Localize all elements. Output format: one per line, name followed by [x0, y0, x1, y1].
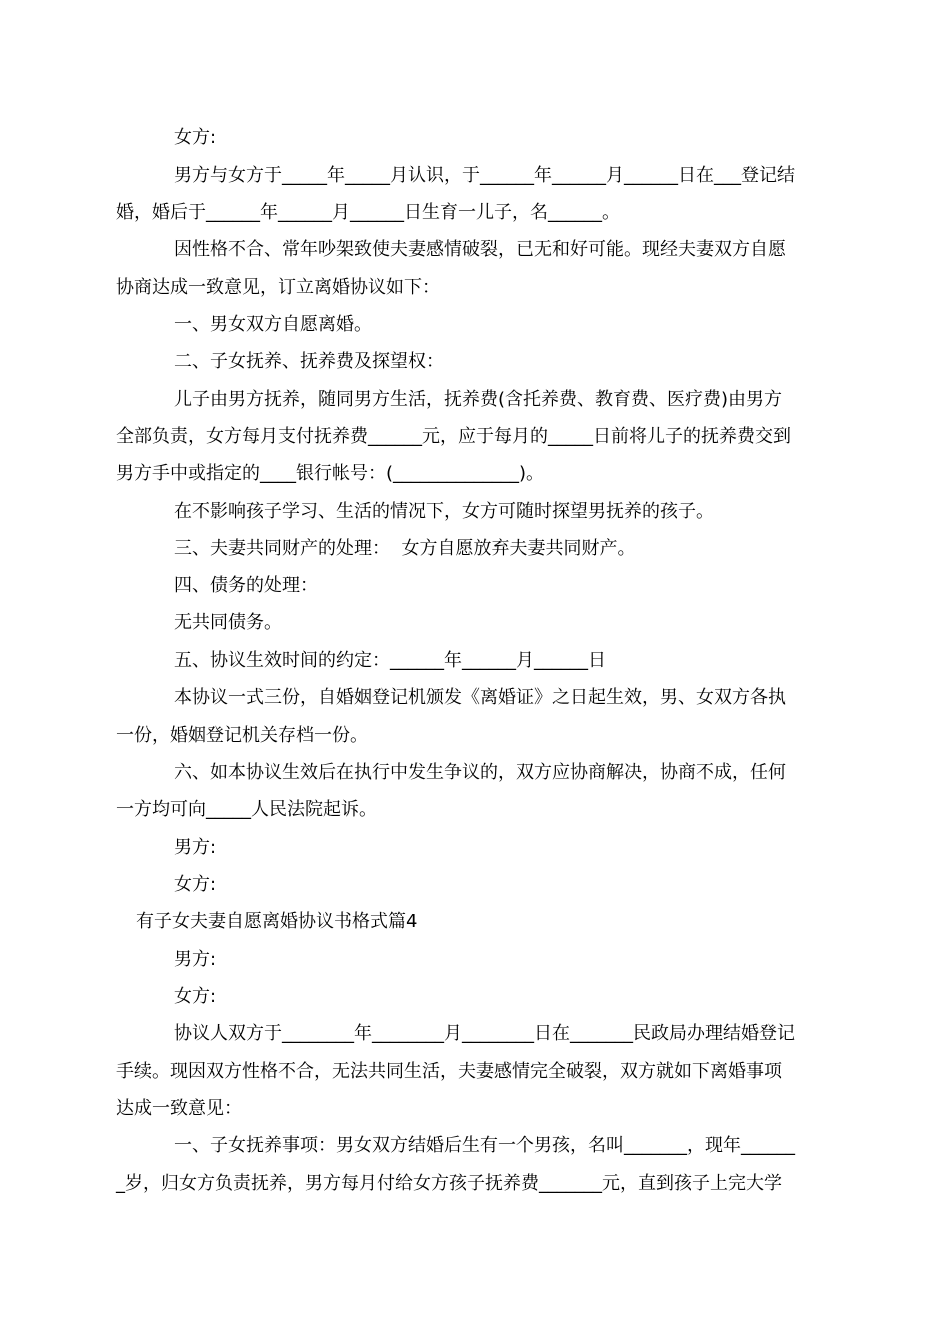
text-line: 男方:	[174, 949, 217, 970]
text-line: 儿子由男方抚养，随同男方生活，抚养费(含托养费、教育费、医疗费)由男方	[174, 389, 783, 410]
text-line: 五、协议生效时间的约定：______年______月______日	[174, 650, 606, 671]
text-line: 男方:	[174, 837, 217, 858]
text-line: 一方均可向_____人民法院起诉。	[116, 799, 377, 820]
text-line: 二、子女抚养、抚养费及探望权：	[174, 351, 444, 372]
text-line: 达成一致意见：	[116, 1098, 242, 1119]
text-line: 三、夫妻共同财产的处理： 女方自愿放弃夫妻共同财产。	[174, 538, 636, 559]
text-line: 女方:	[174, 127, 217, 148]
text-line: 手续。现因双方性格不合，无法共同生活，夫妻感情完全破裂，双方就如下离婚事项	[116, 1061, 782, 1082]
text-line: 无共同债务。	[174, 612, 282, 633]
text-line: 女方:	[174, 986, 217, 1007]
text-line: 一份，婚姻登记机关存档一份。	[116, 725, 368, 746]
text-line: 在不影响孩子学习、生活的情况下，女方可随时探望男抚养的孩子。	[174, 501, 714, 522]
text-line: 六、如本协议生效后在执行中发生争议的，双方应协商解决，协商不成，任何	[174, 762, 786, 783]
text-line: 男方与女方于_____年_____月认识，于______年______月______日在___登记结	[174, 165, 795, 186]
text-line: 协议人双方于________年________月________日在_______民政局办理结婚登记	[174, 1023, 795, 1044]
text-line: 本协议一式三份，自婚姻登记机颁发《离婚证》之日起生效，男、女双方各执	[174, 687, 786, 708]
text-line: 婚，婚后于______年______月______日生育一儿子，名______。	[116, 202, 620, 223]
text-line: 一、子女抚养事项：男女双方结婚后生有一个男孩，名叫_______，现年______	[174, 1135, 795, 1156]
text-line: 因性格不合、常年吵架致使夫妻感情破裂，已无和好可能。现经夫妻双方自愿	[174, 239, 786, 260]
text-line: 协商达成一致意见，订立离婚协议如下：	[116, 277, 440, 298]
text-line: 一、男女双方自愿离婚。	[174, 314, 372, 335]
text-line: 女方:	[174, 874, 217, 895]
section-heading: 有子女夫妻自愿离婚协议书格式篇4	[136, 911, 418, 932]
text-line: 男方手中或指定的____银行帐号：(______________)。	[116, 463, 545, 484]
text-line: _岁，归女方负责抚养，男方每月付给女方孩子抚养费_______元，直到孩子上完大学	[116, 1173, 782, 1194]
text-line: 四、债务的处理：	[174, 575, 318, 596]
text-line: 全部负责，女方每月支付抚养费______元，应于每月的_____日前将儿子的抚养费交到	[116, 426, 791, 447]
